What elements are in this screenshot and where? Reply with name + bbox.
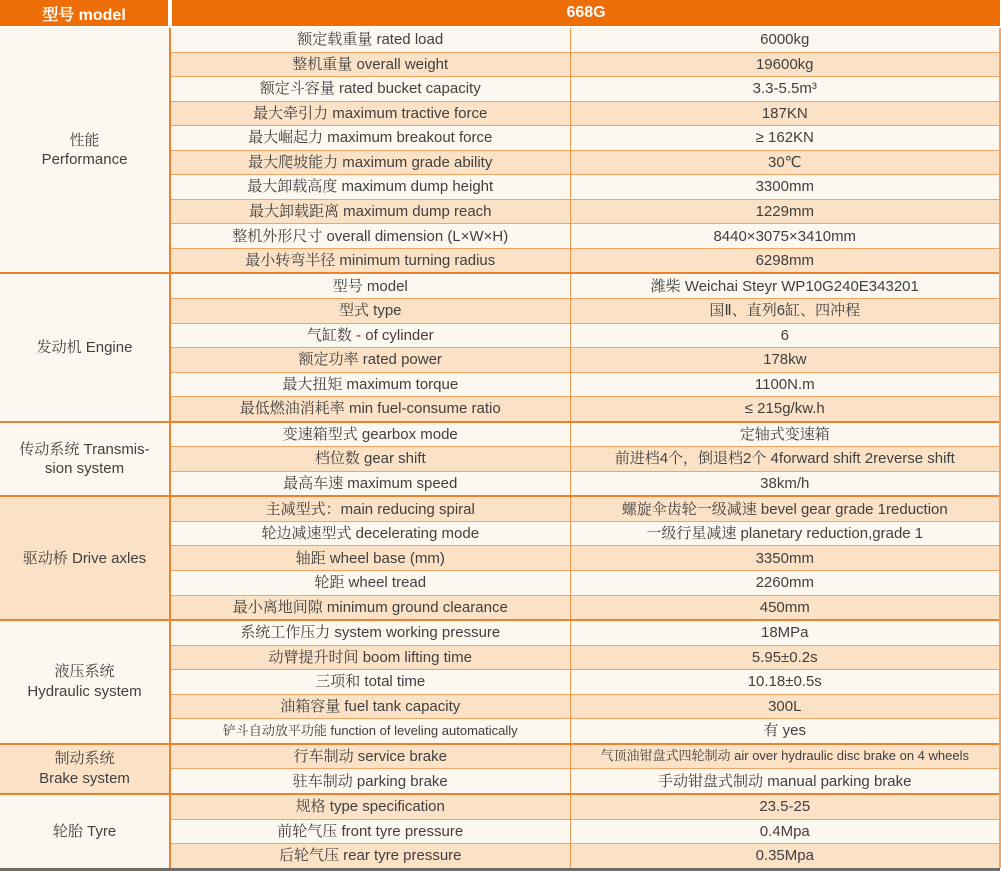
spec-value-cell: 450mm (570, 595, 1000, 620)
spec-label-cell: 轮边减速型式 decelerating mode (170, 521, 570, 546)
spec-value-cell: 国Ⅱ、直列6缸、四冲程 (570, 299, 1000, 324)
spec-label-cell: 最大卸载高度 maximum dump height (170, 175, 570, 200)
table-row (0, 496, 1000, 521)
spec-label-cell: 型式 type (170, 299, 570, 324)
category-label-line: sion system (44, 460, 125, 478)
spec-label-cell: 最大牵引力 maximum tractive force (170, 101, 570, 126)
spec-value-cell: 187KN (570, 101, 1000, 126)
spec-label-cell: 额定载重量 rated load (170, 27, 570, 52)
category-cell-performance (0, 27, 170, 273)
spec-value-cell: 1229mm (570, 199, 1000, 224)
spec-value-cell: 6298mm (570, 248, 1000, 273)
spec-value-cell: 38km/h (570, 471, 1000, 496)
spec-label-cell: 轮距 wheel tread (170, 571, 570, 596)
spec-label-cell: 油箱容量 fuel tank capacity (170, 694, 570, 719)
spec-value-cell: 30℃ (570, 150, 1000, 175)
spec-label-cell: 动臂提升时间 boom lifting time (170, 645, 570, 670)
spec-value-cell: 气顶油钳盘式四轮制动 air over hydraulic disc brake on 4 wheels (570, 744, 1000, 769)
spec-label-cell: 整机重量 overall weight (170, 52, 570, 77)
category-label-line: 制动系统 (54, 750, 115, 768)
spec-label-cell: 档位数 gear shift (170, 447, 570, 472)
category-label-line: 轮胎 Tyre (52, 822, 117, 840)
spec-value-cell: 手动钳盘式制动 manual parking brake (570, 769, 1000, 794)
model-header-value: 668G (170, 0, 1000, 27)
bottom-border-bar (0, 868, 1000, 871)
table-row (0, 422, 1000, 447)
spec-label-cell: 铲斗自动放平功能 function of leveling automatically (170, 719, 570, 744)
category-label-line: Performance (41, 151, 128, 169)
spec-label-cell: 气缸数 - of cylinder (170, 323, 570, 348)
spec-label-cell: 最小转弯半径 minimum turning radius (170, 248, 570, 273)
category-label-line: 传动系统 Transmis- (19, 440, 150, 458)
spec-value-cell: 0.4Mpa (570, 819, 1000, 844)
category-cell-tyre (0, 794, 170, 868)
spec-label-cell: 型号 model (170, 273, 570, 298)
header-row (0, 0, 1000, 27)
spec-table-body (0, 27, 1000, 868)
spec-label-cell: 规格 type specification (170, 794, 570, 819)
spec-label-cell: 额定功率 rated power (170, 348, 570, 373)
spec-value-cell: 螺旋伞齿轮一级减速 bevel gear grade 1reduction (570, 496, 1000, 521)
category-label-line: Brake system (39, 769, 130, 787)
spec-label-cell: 行车制动 service brake (170, 744, 570, 769)
spec-value-cell: 8440×3075×3410mm (570, 224, 1000, 249)
model-header-label: 型号 model (0, 0, 170, 27)
category-cell-brake-system (0, 744, 170, 794)
table-row (0, 273, 1000, 298)
spec-value-cell: 1100N.m (570, 372, 1000, 397)
spec-label-cell: 最低燃油消耗率 min fuel-consume ratio (170, 397, 570, 422)
category-label-line: Hydraulic system (27, 682, 142, 700)
spec-label-cell: 额定斗容量 rated bucket capacity (170, 77, 570, 102)
spec-label-cell: 主减型式：main reducing spiral (170, 496, 570, 521)
spec-value-cell: 3300mm (570, 175, 1000, 200)
spec-value-cell: 2260mm (570, 571, 1000, 596)
spec-value-cell: 6 (570, 323, 1000, 348)
spec-value-cell: 有 yes (570, 719, 1000, 744)
spec-label-cell: 变速箱型式 gearbox mode (170, 422, 570, 447)
spec-value-cell: 178kw (570, 348, 1000, 373)
spec-value-cell: 3350mm (570, 546, 1000, 571)
spec-label-cell: 最大扭矩 maximum torque (170, 372, 570, 397)
spec-value-cell: ≤ 215g/kw.h (570, 397, 1000, 422)
category-label-line: 性能 (69, 131, 100, 149)
spec-label-cell: 前轮气压 front tyre pressure (170, 819, 570, 844)
spec-label-cell: 最大卸载距离 maximum dump reach (170, 199, 570, 224)
spec-label-cell: 最高车速 maximum speed (170, 471, 570, 496)
spec-value-cell: 5.95±0.2s (570, 645, 1000, 670)
category-cell-transmission-system (0, 422, 170, 497)
spec-label-cell: 系统工作压力 system working pressure (170, 620, 570, 645)
table-row (0, 744, 1000, 769)
spec-value-cell: 6000kg (570, 27, 1000, 52)
spec-value-cell: 3.3-5.5m³ (570, 77, 1000, 102)
category-cell-hydraulic-system (0, 620, 170, 744)
spec-label-cell: 整机外形尺寸 overall dimension (L×W×H) (170, 224, 570, 249)
spec-label-cell: 驻车制动 parking brake (170, 769, 570, 794)
category-label-line: 驱动桥 Drive axles (22, 549, 147, 567)
category-label-line: 发动机 Engine (36, 338, 133, 356)
spec-label-cell: 最大爬坡能力 maximum grade ability (170, 150, 570, 175)
spec-value-cell: 定轴式变速箱 (570, 422, 1000, 447)
table-row (0, 794, 1000, 819)
spec-value-cell: 18MPa (570, 620, 1000, 645)
spec-label-cell: 后轮气压 rear tyre pressure (170, 844, 570, 868)
spec-value-cell: 300L (570, 694, 1000, 719)
spec-value-cell: 一级行星减速 planetary reduction,grade 1 (570, 521, 1000, 546)
spec-label-cell: 最小离地间隙 minimum ground clearance (170, 595, 570, 620)
spec-label-cell: 最大崛起力 maximum breakout force (170, 126, 570, 151)
table-row (0, 27, 1000, 52)
spec-value-cell: 0.35Mpa (570, 844, 1000, 868)
spec-value-cell: 前进档4个，倒退档2个 4forward shift 2reverse shift (570, 447, 1000, 472)
spec-value-cell: 19600kg (570, 52, 1000, 77)
table-row (0, 620, 1000, 645)
spec-label-cell: 三项和 total time (170, 670, 570, 695)
spec-label-cell: 轴距 wheel base (mm) (170, 546, 570, 571)
category-cell-engine (0, 273, 170, 421)
spec-value-cell: 23.5-25 (570, 794, 1000, 819)
spec-value-cell: ≥ 162KN (570, 126, 1000, 151)
category-label-line: 液压系统 (54, 663, 115, 681)
spec-value-cell: 潍柴 Weichai Steyr WP10G240E343201 (570, 273, 1000, 298)
category-cell-drive-axles (0, 496, 170, 620)
spec-value-cell: 10.18±0.5s (570, 670, 1000, 695)
